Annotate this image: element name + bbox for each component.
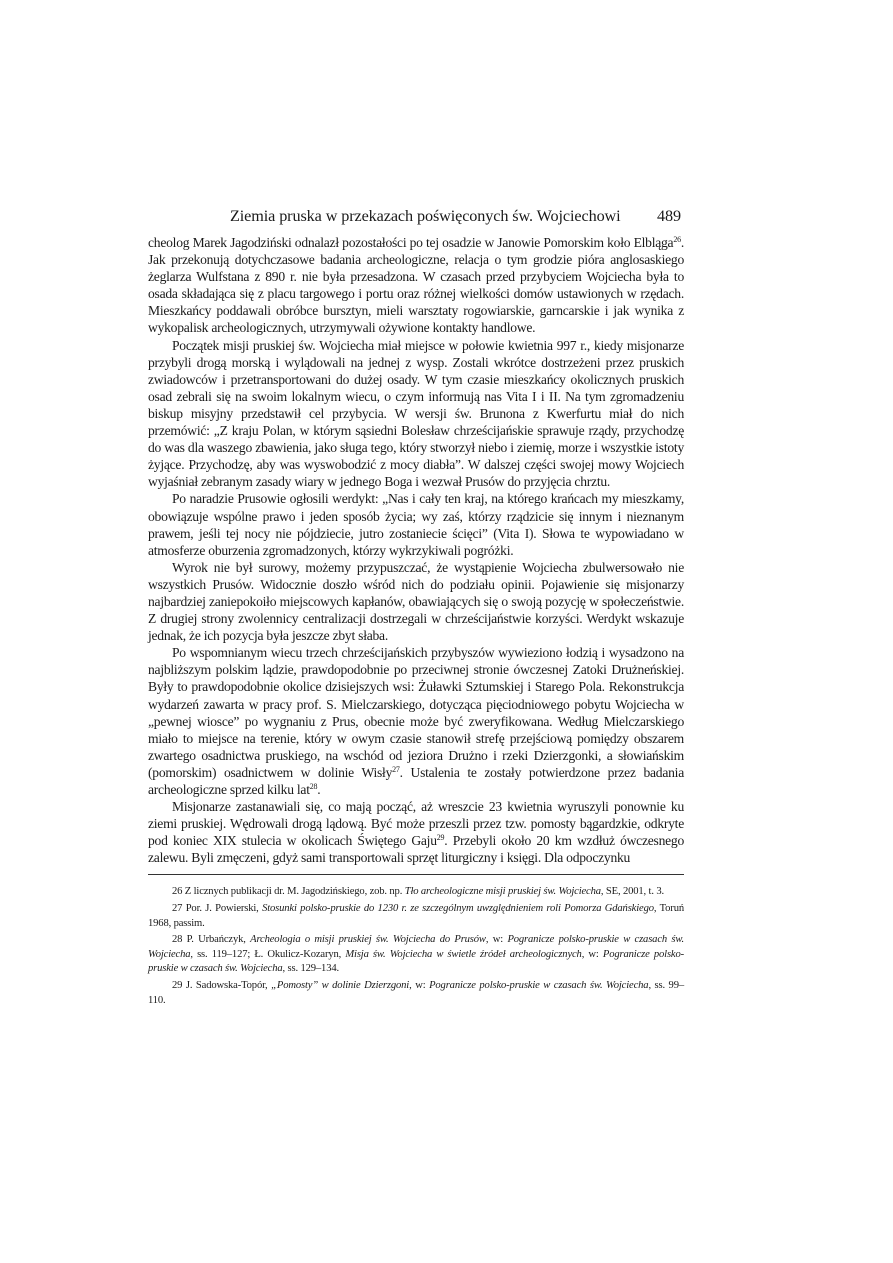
footnote <box>148 933 684 977</box>
body-paragraph <box>148 644 684 798</box>
body-paragraph <box>148 234 684 337</box>
footnote-reference: 28 <box>309 782 318 791</box>
cited-title: Pogranicze polsko-pruskie w czasach św. Wojciecha <box>429 980 649 992</box>
footnote <box>148 885 684 900</box>
body-paragraph <box>148 559 684 644</box>
cited-title: Stosunki polsko-pruskie do 1230 r. ze szczególnym uwzględnieniem roli Pomorza Gdańskiego <box>262 903 654 915</box>
running-header <box>148 205 684 227</box>
text-run: , SE, 2001, t. 3. <box>600 886 664 898</box>
body-text <box>148 234 684 866</box>
footnote-reference: 29 <box>436 833 445 843</box>
cited-title: „Pomosty” w dolinie Dzierzgoni <box>271 980 410 992</box>
text-run: . <box>317 782 321 797</box>
text-run: , w: <box>581 948 603 960</box>
text-run: 26 Z licznych publikacji dr. M. Jagodzińskiego, zob. np. <box>172 886 405 898</box>
text-run: , w: <box>409 980 430 992</box>
cited-title: Pogranicze polsko-pruskie w czasach św. Wojciecha <box>148 948 684 975</box>
footnotes <box>148 885 684 1008</box>
text-run: Po naradzie Prusowie ogłosili werdykt: „Nas i cały ten kraj, na którego krańcach my mieszkamy, obowiązuje wspólne prawo i jeden sposób życia; wy zaś, którzy rządzicie się innym i nieznanym prawem, jeśli tej nocy nie pójdziecie, jutro zostaniecie ścięci” (Vita I). Słowa te wypowiadano w atmosferze oburzenia zgromadzonych, którzy wykrzykiwali pogróżki. <box>148 491 684 558</box>
body-paragraph <box>148 490 684 558</box>
text-run: 29 J. Sadowska-Topór, <box>172 980 272 992</box>
body-paragraph <box>148 798 684 866</box>
running-title: Ziemia pruska w przekazach poświęconych św. Wojciechowi <box>230 207 621 225</box>
text-run: , ss. 99–110. <box>148 980 684 1006</box>
cited-title: Misja św. Wojciecha w świetle źródeł archeologicznych <box>345 948 582 960</box>
text-run: . Ustalenia te zostały potwierdzone przez badania archeologiczne sprzed kilku lat <box>148 764 684 797</box>
text-run: 27 Por. J. Powierski, <box>172 903 263 915</box>
footnote-reference: 27 <box>392 764 400 774</box>
text-run: , Toruń 1968, passim. <box>148 903 684 929</box>
text-run: , w: <box>485 934 508 946</box>
book-page <box>148 205 684 1010</box>
cited-title: Archeologia o misji pruskiej św. Wojciecha do Prusów <box>250 934 486 946</box>
cited-title: Tło archeologiczne misji pruskiej św. Wojciecha <box>404 886 601 898</box>
text-run: Początek misji pruskiej św. Wojciecha miał miejsce w połowie kwietnia 997 r., kiedy misjonarze przybyli drogą morską i wylądowali na jednej z wysp. Zostali wkrótce dostrzeżeni przez pruskich zwiadowców i przetransportowani do dużej osady. W tym czasie mieszkańcy okolicznych pruskich osad zebrali się na swoim lokalnym wiecu, o czym informują nas Vita I i II. Na tym zgromadzeniu biskup misyjny przedstawił cel przybycia. W wersji św. Brunona z Kwerfurtu miał do nich przemówić: „Z kraju Polan, w którym sąsiedni Bolesław chrześcijańskie sprawuje rządy, przychodzę do was dla waszego zbawienia, jako sługa tego, który stworzył niebo i ziemię, morze i wszystkie istoty żyjące. Przychodzę, aby was wyswobodzić z mocy diabła”. W dalszej części swojej mowy Wojciech wyjaśniał zebranym zasady wiary w jednego Boga i wezwał Prusów do przyjęcia chrztu. <box>148 337 684 490</box>
text-run: . Jak przekonują dotychczasowe badania archeologiczne, relacja o tym grodzie pióra anglosaskiego żeglarza Wulfstana z 890 r. nie była przesadzona. W czasach przed przybyciem Wojciecha była to osada składająca się z placu targowego i portu oraz różnej wielkości domów ustawionych w rzędach. Mieszkańcy poddawali obróbce bursztyn, mieli warsztaty rogowiarskie, garncarskie i jak wynika z wykopalisk archeologicznych, utrzymywali ożywione kontakty handlowe. <box>148 235 684 336</box>
text-run: Po wspomnianym wiecu trzech chrześcijańskich przybyszów wywieziono łodzią i wysadzono na najbliższym polskim lądzie, prawdopodobnie po przeciwnej stronie ówczesnej Zatoki Drużneńskiej. Były to prawdopodobnie okolice dzisiejszych wsi: Żuławki Sztumskiej i Starego Pola. Rekonstrukcja wydarzeń zawarta w pracy prof. S. Mielczarskiego, dotycząca pięciodniowego pobytu Wojciecha w „pewnej wiosce” po wygnaniu z Prus, obecnie może być zweryfikowana. Według Mielczarskiego miało to miejsce na terenie, który w owym czasie stanowił strefę przejściową pomiędzy obszarem zwartego osadnictwa pruskiego, na wschód od jeziora Drużno i rzeki Dzierzgonki, a słowiańskim (pomorskim) osadnictwem w dolinie Wisły <box>148 645 684 780</box>
text-run: Misjonarze zastanawiali się, co mają począć, aż wreszcie 23 kwietnia wyruszyli ponownie ku ziemi pruskiej. Wędrowali drogą lądową. Być może przeszli przez tzw. pomosty bągardzkie, odkryte pod koniec XIX stulecia w okolicach Świętego Gaju <box>148 799 684 849</box>
footnote <box>148 902 684 931</box>
footnote <box>148 979 684 1008</box>
footnote-separator <box>148 874 684 875</box>
text-run: Wyrok nie był surowy, możemy przypuszczać, że wystąpienie Wojciecha zbulwersowało nie wszystkich Prusów. Widocznie doszło wśród nich do podziału opinii. Pojawienie się misjonarzy najbardziej zaniepokoiło miejscowych kapłanów, obawiających się o swoją pozycję w społeczeństwie. Z drugiej strony zwolennicy centralizacji dostrzegali w chrześcijaństwie korzyści. Werdykt wskazuje jednak, że ich pozycja była jeszcze zbyt słaba. <box>148 559 684 644</box>
text-run: . Przebyli około 20 km wzdłuż ówczesnego zalewu. Byli zmęczeni, gdyż sami transportowali sprzęt liturgiczny i księgi. Dla odpoczynku <box>148 833 684 866</box>
cited-title: Pogranicze polsko-pruskie w czasach św. Wojciecha <box>148 934 685 960</box>
footnote-reference: 26 <box>673 235 681 244</box>
page-number: 489 <box>657 207 681 225</box>
text-run: 28 P. Urbańczyk, <box>172 934 251 946</box>
text-run: cheolog Marek Jagodziński odnalazł pozostałości po tej osadzie w Janowie Pomorskim koło Elbląga <box>148 235 674 250</box>
text-run: , ss. 129–134. <box>282 963 339 975</box>
text-run: , ss. 119–127; Ł. Okulicz-Kozaryn, <box>190 948 346 960</box>
body-paragraph <box>148 337 684 491</box>
